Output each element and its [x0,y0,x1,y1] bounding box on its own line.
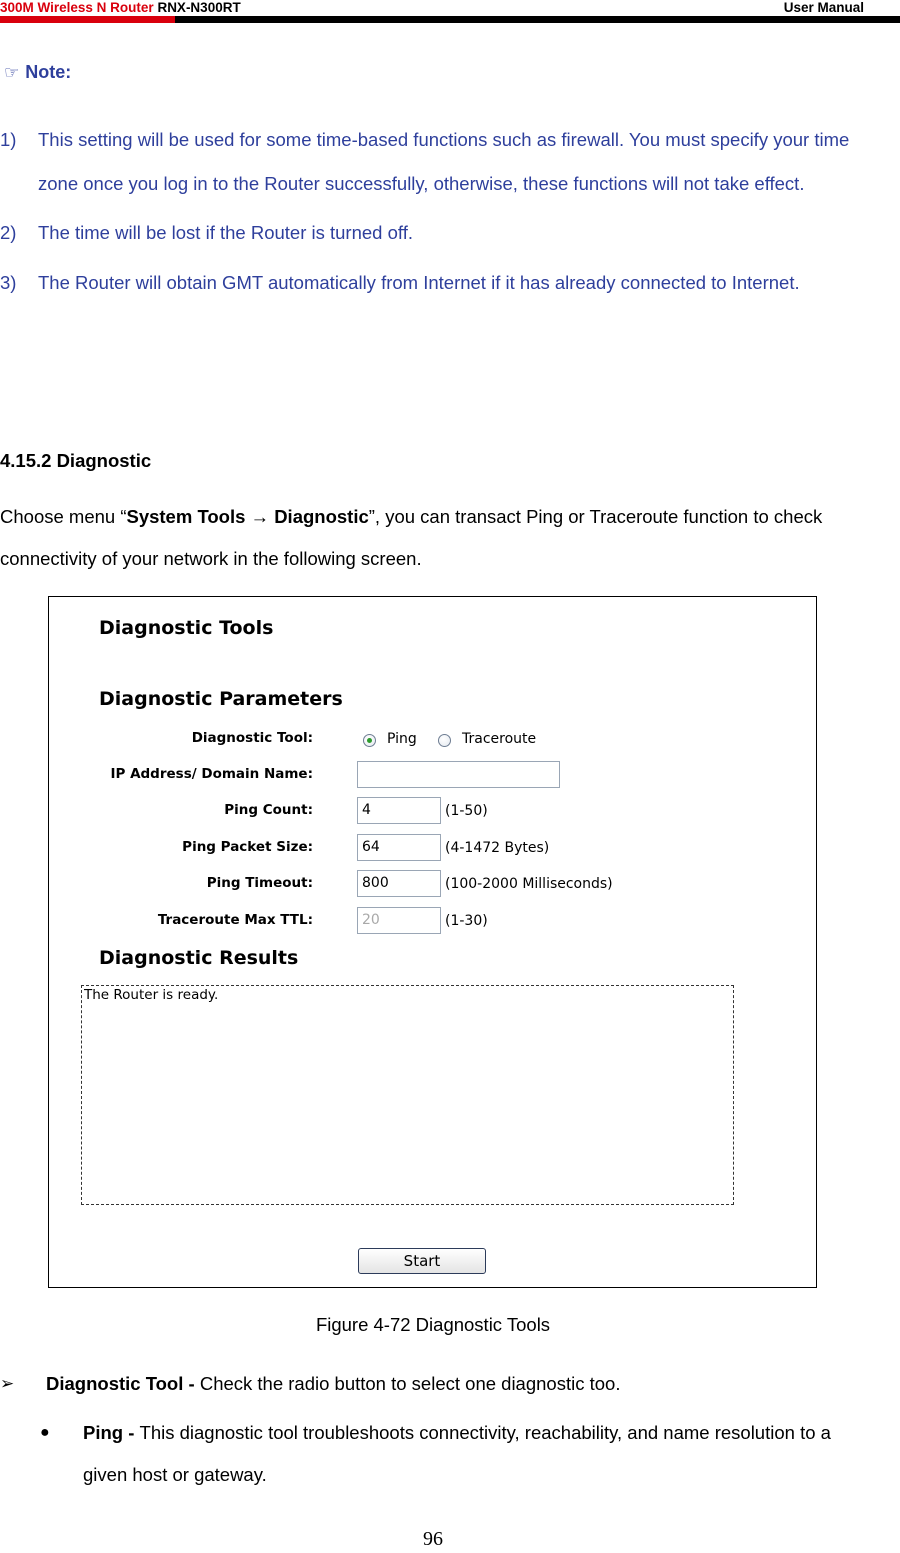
ping-timeout-label: Ping Timeout: [206,875,313,891]
diagnostic-results-title: Diagnostic Results [99,947,299,969]
note-text: The time will be lost if the Router is turned off. [38,222,413,243]
note-number: 2) [0,222,17,243]
pointing-hand-icon: ☞ [4,63,20,82]
ping-count-hint: (1-50) [445,803,488,819]
diagnostic-tool-bullet [0,1370,880,1398]
ping-term: Ping - [83,1422,140,1443]
ping-count-label: Ping Count: [224,802,313,818]
note-title [4,62,71,83]
traceroute-max-ttl-hint: (1-30) [445,913,488,929]
page-number: 96 [423,1528,443,1550]
page-header [0,0,900,26]
ping-description: This diagnostic tool troubleshoots connectivity, reachability, and name resolution to a given host or gateway. [83,1422,831,1485]
traceroute-max-ttl-label: Traceroute Max TTL: [157,912,313,928]
note-number: 1) [0,129,17,150]
header-product-name: 300M Wireless N Router [0,0,154,15]
intro-paragraph [0,496,860,580]
note-list [0,118,880,310]
note-text: The Router will obtain GMT automatically from Internet if it has already connected to Internet. [38,271,800,293]
ping-packet-size-input[interactable]: 64 [357,834,441,861]
header-manual-label: User Manual [783,0,864,15]
menu-arrow: → [245,506,275,527]
note-item [0,118,880,205]
menu-diagnostic: Diagnostic [274,506,369,527]
start-button[interactable]: Start [358,1248,486,1274]
ping-packet-size-label: Ping Packet Size: [182,839,313,855]
diagnostic-tool-term: Diagnostic Tool - [46,1373,200,1394]
ping-count-input[interactable]: 4 [357,797,441,824]
ping-radio[interactable] [363,734,376,747]
dot-bullet-icon: ● [40,1424,50,1441]
ping-timeout-hint: (100-2000 Milliseconds) [445,876,613,892]
ping-packet-size-hint: (4-1472 Bytes) [445,840,550,856]
traceroute-radio-label[interactable]: Traceroute [462,731,537,747]
bullet-list [0,1370,880,1496]
note-title-text: Note: [25,62,72,82]
diagnostic-tool-description: Check the radio button to select one diagnostic too. [199,1373,621,1394]
diagnostic-tools-screenshot [48,596,817,1288]
header-model: RNX-N300RT [153,0,241,15]
diagnostic-tool-label: Diagnostic Tool: [191,730,313,746]
header-rule [0,16,900,23]
traceroute-radio[interactable] [438,734,451,747]
diagnostic-tools-title: Diagnostic Tools [99,617,274,639]
ping-timeout-input[interactable]: 800 [357,870,441,897]
ip-address-input[interactable] [357,761,560,788]
diagnostic-parameters-title: Diagnostic Parameters [99,688,343,710]
note-number: 3) [0,271,17,293]
section-heading: 4.15.2 Diagnostic [0,450,152,471]
note-item [0,211,880,255]
ping-bullet [0,1412,880,1496]
arrow-bullet-icon: ➢ [0,1374,15,1393]
intro-suffix: ”, you can transact Ping or Traceroute function to check connectivity of your network in the following screen. [0,506,823,569]
diagnostic-results-output[interactable]: The Router is ready. [81,985,734,1205]
note-text: This setting will be used for some time-based functions such as firewall. You must specify your time zone once you log in to the Router successfully, otherwise, these functions will not take effect. [38,129,850,194]
ping-radio-label[interactable]: Ping [387,731,417,747]
note-item [0,261,880,305]
header-product [0,0,241,15]
figure-caption: Figure 4-72 Diagnostic Tools [315,1314,551,1335]
intro-prefix: Choose menu “ [0,506,127,527]
traceroute-max-ttl-input[interactable]: 20 [357,907,441,934]
ip-address-label: IP Address/ Domain Name: [110,766,313,782]
menu-system-tools: System Tools [126,506,246,527]
